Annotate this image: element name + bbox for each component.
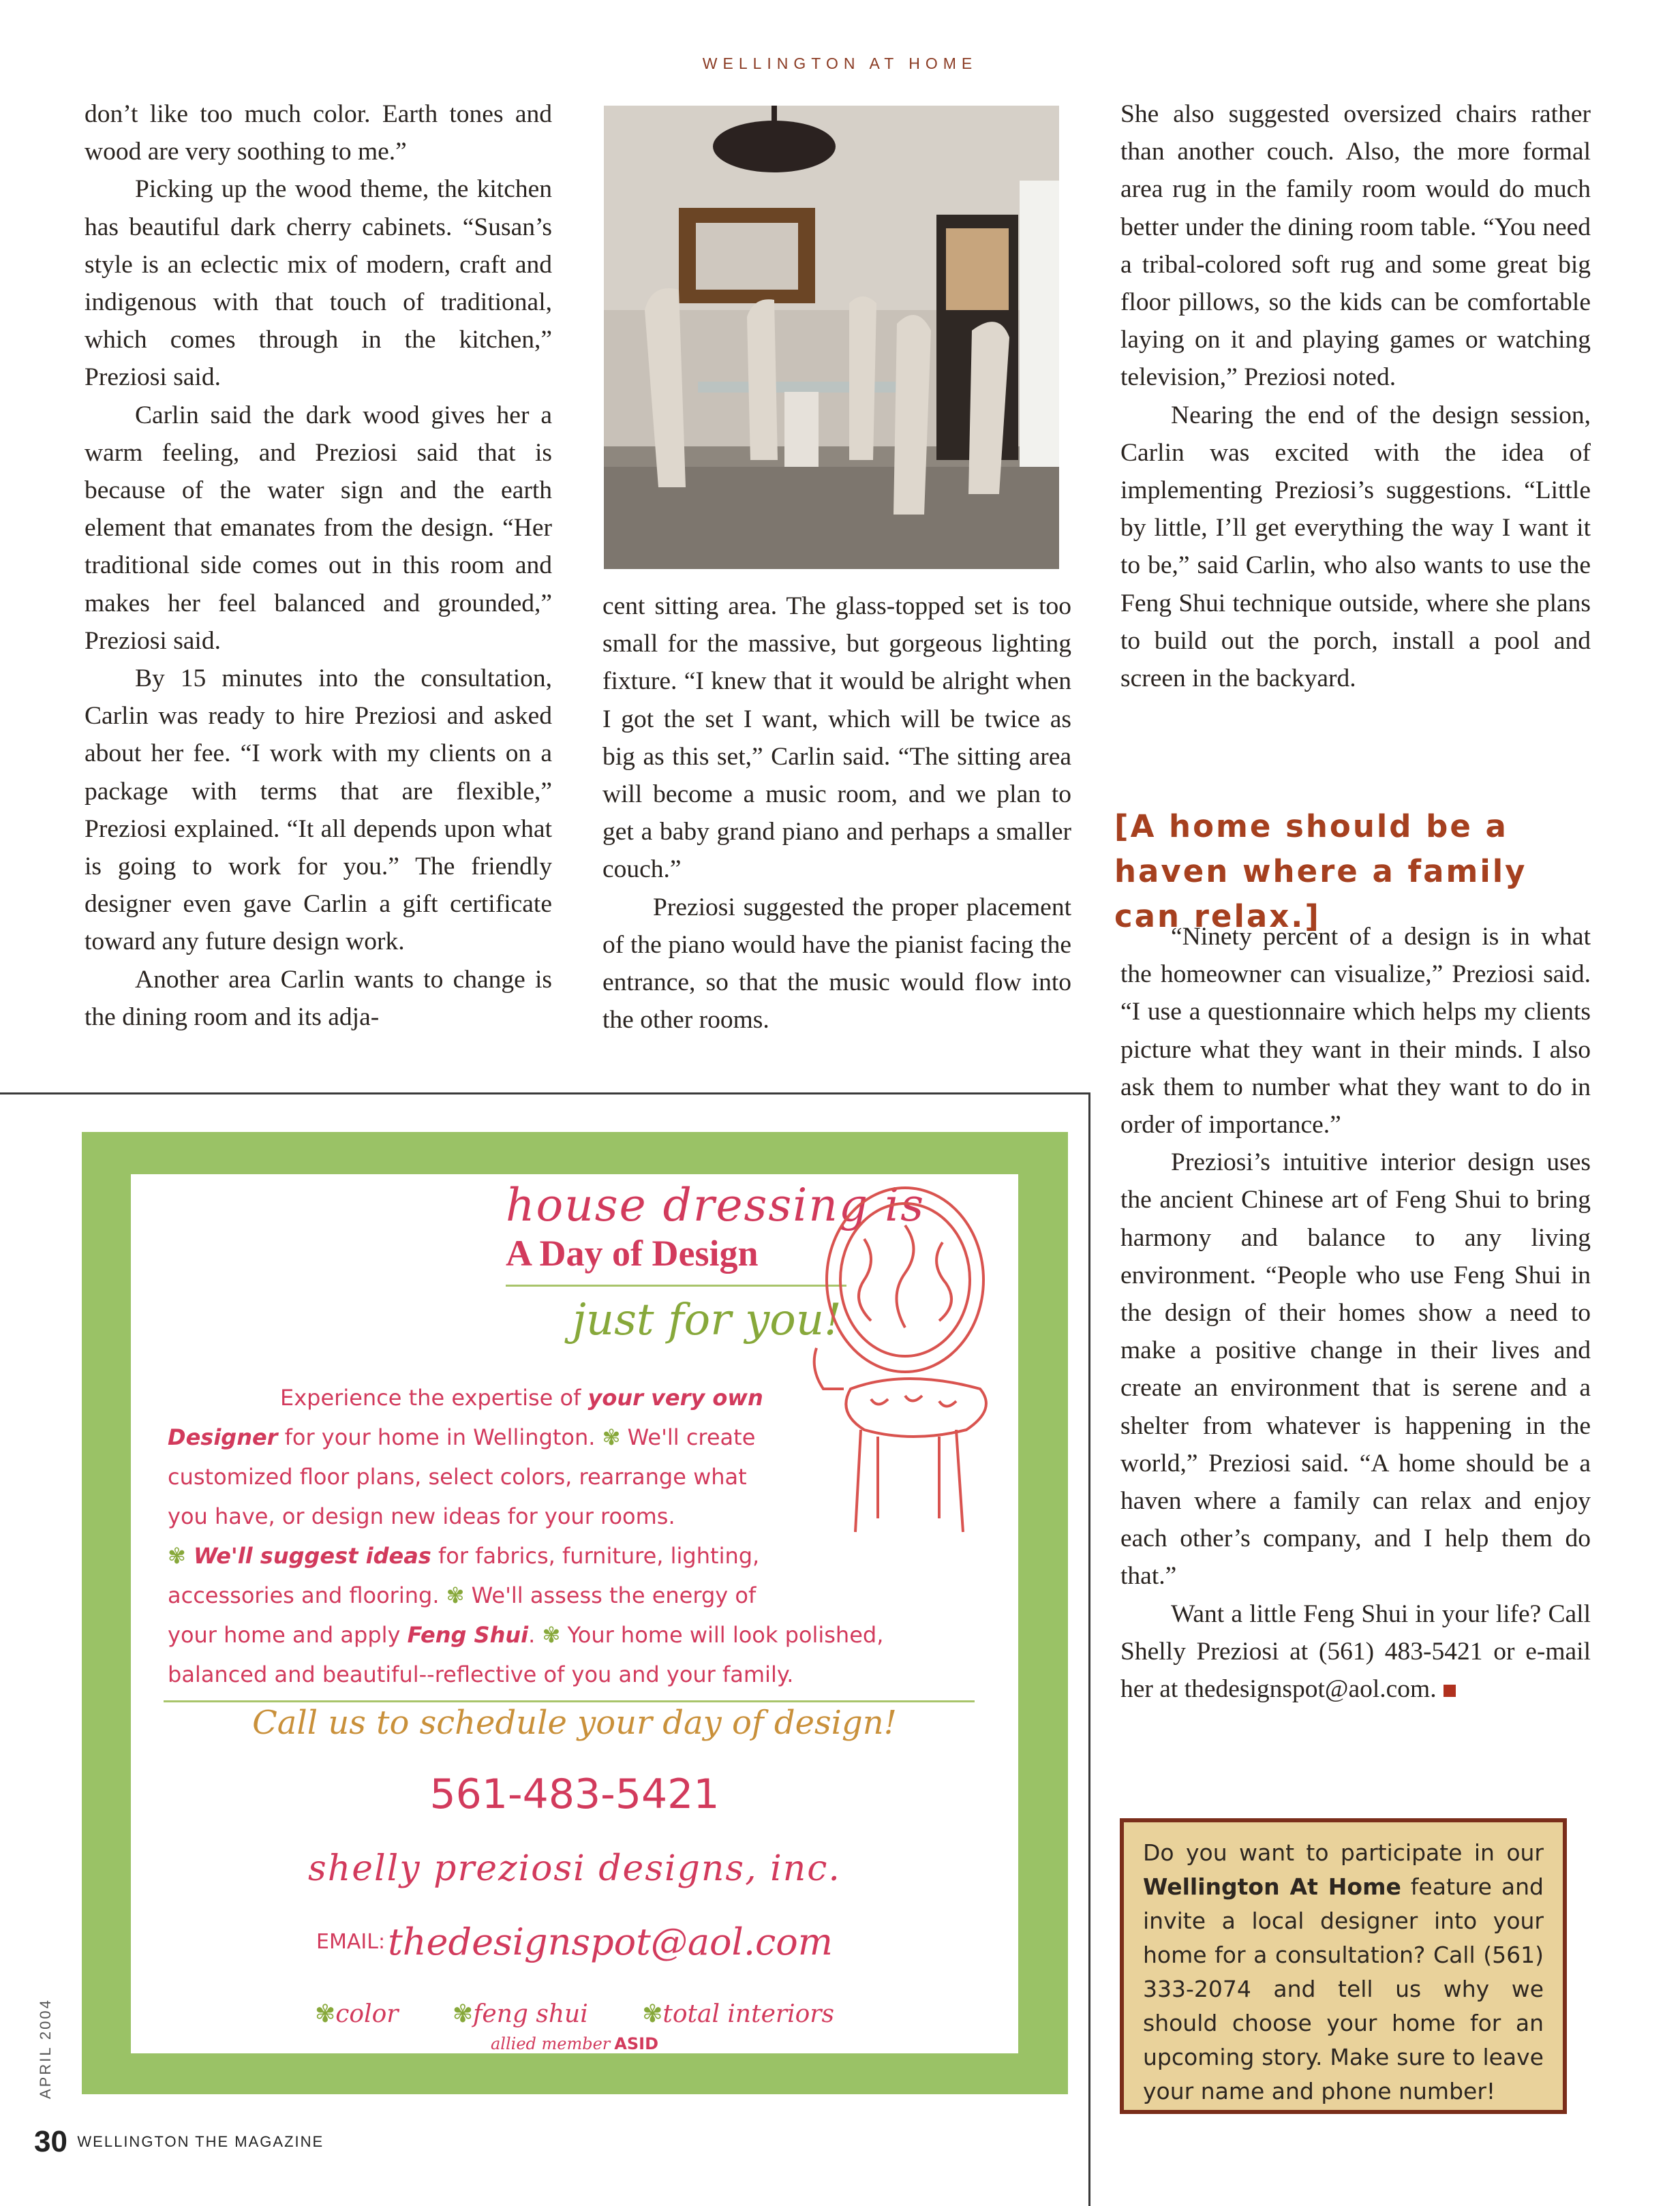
- ad-body-segment: balanced and beautiful--reflective of you and your family.: [168, 1661, 794, 1687]
- ad-email-address: thedesignspot@aol.com: [388, 1920, 833, 1963]
- ad-body-line: [168, 1536, 965, 1576]
- ad-phone-number: 561-483-5421: [429, 1771, 720, 1818]
- paragraph: Preziosi’s intuitive interior design uses the ancient Chinese art of Feng Shui to bring harmony and balance to any living environment. “People who use Feng Shui in the design of their homes show a need to make a positive change in their lives and create an environment that is serene and a shelter from whatever is happening in the world,” Preziosi said. “A home should be a haven where a family can relax and enjoy each other’s company, and I help them do that.”: [1120, 1148, 1591, 1591]
- ad-service-total-interiors: ✾total interiors: [642, 2000, 834, 2028]
- ad-asid-label: ASID: [614, 2034, 658, 2053]
- ad-asid-membership: [131, 2034, 1018, 2054]
- paragraph: She also suggested oversized chairs rather than another couch. Also, the more formal area rug in the family room would do much better under the dining room table. “You need a tribal-colored soft rug and some great big floor pillows, so the kids can be comfortable laying on it and playing games or watching television,” Preziosi noted.: [1120, 100, 1591, 392]
- ad-body-segment: Your home will look polished,: [560, 1622, 884, 1648]
- ad-brand: house dressing is: [506, 1179, 926, 1231]
- paragraph: Picking up the wood theme, the kitchen has beautiful dark cherry cabinets. “Susan’s style is an eclectic mix of modern, craft and indigenous with that touch of traditional, which comes through in the kitchen,” Preziosi said.: [85, 175, 552, 392]
- pull-quote: [A home should be a haven where a family can relax.]: [1114, 808, 1527, 934]
- page-folio: [34, 2125, 324, 2159]
- participation-callout-box: [1120, 1818, 1567, 2114]
- ad-body-segment: Feng Shui: [407, 1622, 529, 1648]
- clover-icon: ✾: [446, 1582, 465, 1608]
- ad-email-label: EMAIL:: [316, 1930, 386, 1954]
- ad-allied-label: allied member: [490, 2034, 611, 2053]
- magazine-name: WELLINGTON THE MAGAZINE: [77, 2133, 324, 2150]
- dining-room-photo: [604, 106, 1059, 569]
- article-column-1: [85, 95, 552, 1036]
- paragraph: Nearing the end of the design session, Carlin was excited with the idea of implementing Preziosi’s suggestions. “Little by little, I’ll get everything the way I want it to be,” said Carlin, who also wants to use the Feng Shui technique outside, where she plans to build out the porch, install a pool and screen in the backyard.: [1120, 401, 1591, 693]
- article-column-3: [1120, 95, 1591, 697]
- ad-body-line: [168, 1418, 965, 1457]
- ad-body-line: [168, 1378, 965, 1418]
- callout-feature-name: Wellington At Home: [1143, 1873, 1401, 1900]
- article-column-3-continued: [1120, 918, 1591, 1708]
- ad-body-segment: for your home in Wellington.: [277, 1424, 602, 1450]
- ad-body-segment: for fabrics, furniture, lighting,: [431, 1543, 760, 1569]
- ad-company-name: shelly preziosi designs, inc.: [308, 1848, 841, 1889]
- ad-body-line: [168, 1457, 965, 1497]
- callout-text-post: feature and invite a local designer into your home for a consultation? Call (561) 333-2074 and tell us why we should choose your home for an upcoming story. Make sure to leave your name and phone number!: [1143, 1873, 1544, 2104]
- ad-body-segment: you have, or design new ideas for your rooms.: [168, 1503, 675, 1529]
- clover-icon: ✾: [602, 1424, 621, 1450]
- paragraph: Another area Carlin wants to change is the dining room and its adja-: [85, 965, 552, 1031]
- paragraph: cent sitting area. The glass-topped set is too small for the massive, but gorgeous lighting fixture. “I knew that it would be alright when I got the set I want, which will be twice as big as this set,” Carlin said. “The sitting area will become a music room, and we plan to get a baby grand piano and perhaps a smaller couch.”: [602, 592, 1071, 884]
- ad-body-segment: Designer: [168, 1424, 278, 1450]
- ad-rule-top: [506, 1285, 846, 1287]
- article-column-2: [602, 587, 1071, 1039]
- paragraph: By 15 minutes into the consultation, Carlin was ready to hire Preziosi and asked about her fee. “I work with my clients on a package with terms that are flexible,” Preziosi explained. “It all depends upon what is going to work for you.” The friendly designer even gave Carlin a gift certificate toward any future design work.: [85, 664, 552, 956]
- clover-icon: ✾: [315, 2000, 336, 2028]
- ad-service-feng-shui: ✾feng shui: [452, 2000, 588, 2028]
- ad-body-segment: We'll suggest ideas: [185, 1543, 431, 1569]
- ad-body-segment: We'll assess the energy of: [464, 1582, 757, 1608]
- ad-service-color: ✾color: [315, 2000, 399, 2028]
- paragraph: Preziosi suggested the proper placement of the piano would have the pianist facing the entrance, so that the music would flow into the other rooms.: [602, 893, 1071, 1035]
- running-head: WELLINGTON AT HOME: [702, 55, 978, 72]
- ad-body-segment: We'll create: [620, 1424, 756, 1450]
- paragraph: “Ninety percent of a design is in what the homeowner can visualize,” Preziosi said. “I use a questionnaire which helps my clients picture what they want in their minds. I also ask them to number what they want to do in order of importance.”: [1120, 923, 1591, 1139]
- ad-title: A Day of Design: [506, 1233, 759, 1274]
- paragraph: don’t like too much color. Earth tones and wood are very soothing to me.”: [85, 100, 552, 166]
- ad-body-line: [168, 1576, 965, 1615]
- ad-email: [131, 1920, 1018, 1963]
- paragraph: Carlin said the dark wood gives her a warm feeling, and Preziosi said that is because of the water sign and the earth element that emanates from the design. “Her traditional side comes out in this room and makes her feel balanced and grounded,” Preziosi said.: [85, 401, 552, 655]
- end-mark-icon: [1444, 1685, 1456, 1697]
- ad-body-text: [168, 1378, 965, 1694]
- ad-body-segment: customized floor plans, select colors, rearrange what: [168, 1464, 747, 1490]
- clover-icon: ✾: [542, 1622, 561, 1648]
- ad-body-segment: Experience the expertise of: [280, 1385, 588, 1411]
- ad-body-segment: .: [528, 1622, 543, 1648]
- clover-icon: ✾: [642, 2000, 663, 2028]
- callout-text-pre: Do you want to participate in our: [1143, 1839, 1544, 1866]
- ad-body-line: [168, 1655, 965, 1694]
- ad-rule-bottom: [164, 1700, 975, 1702]
- page-number: 30: [34, 2125, 67, 2158]
- ad-body-line: [168, 1497, 965, 1536]
- ad-services: [131, 2000, 1018, 2028]
- clover-icon: ✾: [452, 2000, 474, 2028]
- ad-body-segment: accessories and flooring.: [168, 1582, 446, 1608]
- ad-body-segment: your home and apply: [168, 1622, 408, 1648]
- ad-body-line: [168, 1615, 965, 1655]
- paragraph: Want a little Feng Shui in your life? Call Shelly Preziosi at (561) 483-5421 or e-mail her at thedesignspot@aol.com.: [1120, 1599, 1591, 1704]
- ad-tagline: just for you!: [572, 1295, 842, 1345]
- issue-date: APRIL 2004: [37, 1998, 54, 2099]
- ad-call-to-action: Call us to schedule your day of design!: [252, 1704, 897, 1742]
- clover-icon: ✾: [168, 1543, 186, 1569]
- ad-body-segment: your very own: [587, 1385, 763, 1411]
